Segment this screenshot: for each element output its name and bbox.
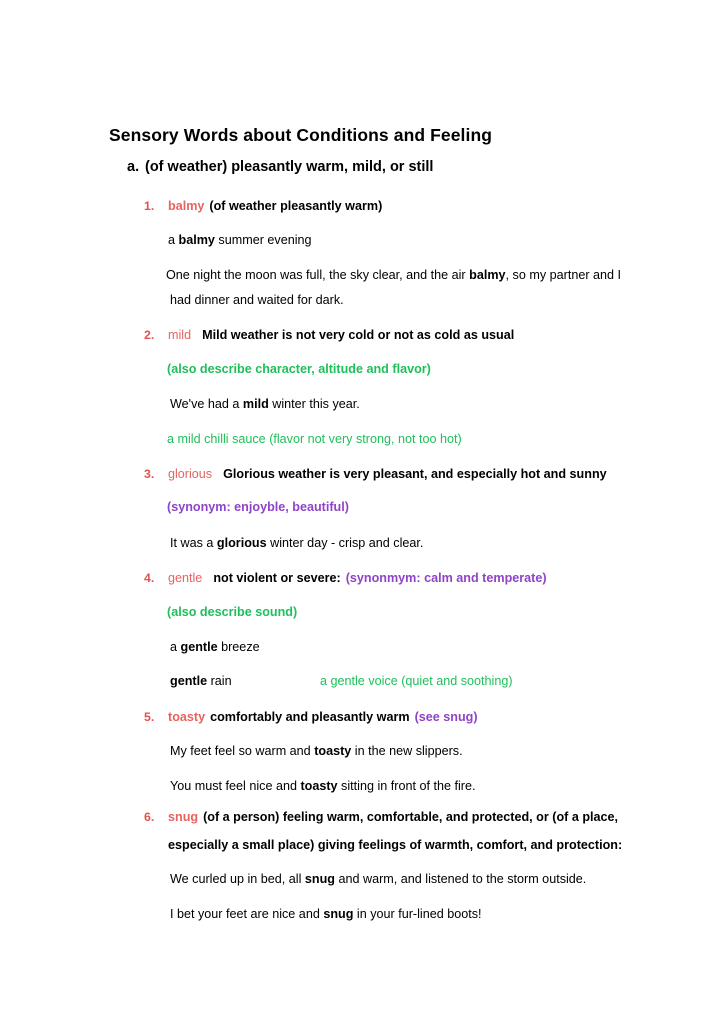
text-segment: You must feel nice and [170, 779, 301, 793]
entry-gentle-number: 4. [144, 571, 155, 585]
entry-gentle-side-note-green: a gentle voice (quiet and soothing) [320, 674, 513, 688]
entry-toasty-heading [144, 706, 624, 728]
text-segment: winter day - crisp and clear. [266, 536, 424, 550]
entry-balmy-example-2-cont [170, 290, 344, 310]
text-segment: , so my partner and I [505, 268, 622, 282]
text-segment: in your fur-lined boots! [353, 907, 482, 921]
text-segment: had dinner and waited for dark. [170, 293, 344, 307]
text-bold-segment: mild [242, 397, 269, 411]
entry-mild-number: 2. [144, 328, 155, 342]
entry-snug-example-1 [170, 869, 586, 889]
entry-mild-heading [144, 324, 624, 346]
text-bold-segment: snug [304, 872, 335, 886]
text-bold-segment: balmy [178, 233, 215, 247]
text-segment: a [168, 233, 179, 247]
entry-glorious-heading [144, 463, 624, 485]
entry-mild-headword: mild [168, 328, 192, 342]
entry-toasty-definition: comfortably and pleasantly warm [210, 710, 410, 724]
entry-gentle-example-1 [170, 637, 260, 657]
entry-gentle-headword: gentle [168, 571, 203, 585]
entry-toasty-headword: toasty [168, 710, 206, 724]
entry-gentle-definition: not violent or severe: [213, 571, 341, 585]
text-segment: One night the moon was full, the sky clear, and the air [166, 268, 470, 282]
entry-gentle-note-green: (also describe sound) [167, 605, 298, 619]
text-segment: rain [207, 674, 232, 688]
text-segment: We curled up in bed, all [170, 872, 305, 886]
text-segment: winter this year. [268, 397, 360, 411]
entry-snug-definition-continued: especially a small place) giving feelings of warmth, comfort, and protection: [168, 838, 623, 852]
entry-glorious-definition: Glorious weather is very pleasant, and especially hot and sunny [223, 467, 607, 481]
page-title: Sensory Words about Conditions and Feeling [109, 124, 493, 145]
entry-balmy-definition: (of weather pleasantly warm) [209, 199, 383, 213]
entry-mild-example-1 [170, 394, 360, 414]
text-bold-segment: toasty [314, 744, 352, 758]
entry-gentle-example-2 [170, 671, 232, 691]
section-heading-a [127, 159, 433, 175]
text-segment: a [170, 640, 181, 654]
entry-snug-definition: (of a person) feeling warm, comfortable, and protected, or (of a place, [203, 810, 619, 824]
entry-glorious-note-purple: (synonym: enjoyble, beautiful) [167, 500, 349, 514]
text-segment: and warm, and listened to the storm outside. [334, 872, 587, 886]
entry-balmy-headword: balmy [168, 199, 205, 213]
entry-toasty-number: 5. [144, 710, 155, 724]
text-bold-segment: gentle [170, 674, 208, 688]
entry-balmy-number: 1. [144, 199, 155, 213]
text-bold-segment: toasty [300, 779, 338, 793]
text-bold-segment: gentle [180, 640, 218, 654]
entry-mild-example-2: a mild chilli sauce (flavor not very strong, not too hot) [167, 432, 462, 446]
entry-balmy-example-1 [168, 230, 312, 250]
text-segment: summer evening [214, 233, 312, 247]
text-segment: in the new slippers. [351, 744, 463, 758]
text-segment: It was a [170, 536, 217, 550]
text-segment: breeze [217, 640, 260, 654]
entry-glorious-example-1 [170, 533, 423, 553]
entry-balmy-example-2 [166, 265, 621, 285]
text-segment: I bet your feet are nice and [170, 907, 324, 921]
entry-toasty-definition-purple: (see snug) [414, 710, 478, 724]
entry-gentle-heading [144, 567, 624, 589]
text-segment: We've had a [170, 397, 243, 411]
text-bold-segment: balmy [469, 268, 506, 282]
text-segment: My feet feel so warm and [170, 744, 315, 758]
text-segment: sitting in front of the fire. [337, 779, 476, 793]
entry-gentle-definition-purple: (synonmym: calm and temperate) [345, 571, 547, 585]
section-text: (of weather) pleasantly warm, mild, or still [145, 159, 434, 175]
entry-snug-headword: snug [168, 810, 199, 824]
section-marker: a. [127, 159, 140, 175]
entry-glorious-headword: glorious [168, 467, 213, 481]
text-bold-segment: snug [323, 907, 354, 921]
entry-snug-example-2 [170, 904, 482, 924]
entry-toasty-example-2 [170, 776, 475, 796]
entry-mild-note-green: (also describe character, altitude and flavor) [167, 362, 431, 376]
entry-balmy-heading [144, 195, 624, 217]
entry-snug-heading [144, 806, 624, 828]
entry-glorious-number: 3. [144, 467, 155, 481]
entry-mild-definition: Mild weather is not very cold or not as cold as usual [202, 328, 515, 342]
entry-snug-number: 6. [144, 810, 155, 824]
text-bold-segment: glorious [216, 536, 267, 550]
entry-toasty-example-1 [170, 741, 463, 761]
